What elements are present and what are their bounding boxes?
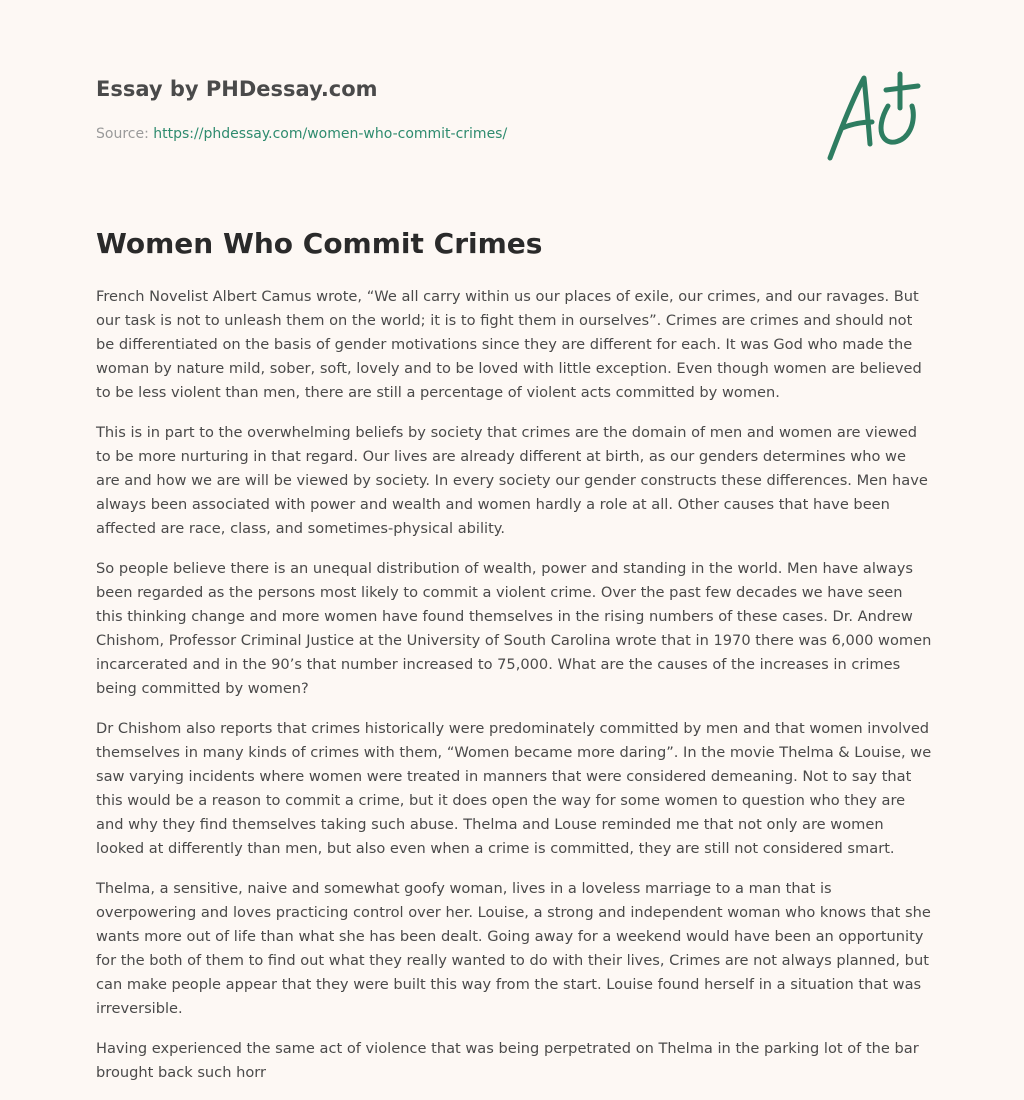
essay-paragraph: French Novelist Albert Camus wrote, “We all carry within us our places of exile, our crimes, and our ravages. But our task is not to unleash them on the world; it is to fight them in ourselves”. Crimes are crimes and should not be differentiated on the basis of gender motivations since they are different for each. It was God who made the woman by nature mild, sober, soft, lovely and to be loved with little exception. Even though women are believed to be less violent than men, there are still a percentage of violent acts committed by women. <box>96 288 922 401</box>
essay-paragraph: Having experienced the same act of violence that was being perpetrated on Thelma in the parking lot of the bar brought back such horr <box>96 1040 919 1081</box>
essay-title: Women Who Commit Crimes <box>96 227 543 260</box>
essay-paragraph: Thelma, a sensitive, naive and somewhat goofy woman, lives in a loveless marriage to a man that is overpowering and loves practicing control over her. Louise, a strong and independent woman who knows that she wants more out of life than what she has been dealt. Going away for a weekend would have been an opportunity for the both of them to find out what they really wanted to do with their lives, Crimes are not always planned, but can make people appear that they were built this way from the start. Louise found herself in a situation that was irreversible. <box>96 880 931 1017</box>
source-link[interactable]: https://phdessay.com/women-who-commit-crimes/ <box>153 126 508 142</box>
source-line <box>96 124 507 144</box>
a-plus-grade-icon <box>820 66 930 166</box>
page-header <box>96 74 928 142</box>
source-label: Source: <box>96 126 154 142</box>
site-title: Essay by PHDessay.com <box>96 77 378 101</box>
essay-paragraph: Dr Chishom also reports that crimes historically were predominately committed by men and that women involved themselves in many kinds of crimes with them, “Women became more daring”. In the movie Thelma & Louise, we saw varying incidents where women were treated in manners that were considered demeaning. Not to say that this would be a reason to commit a crime, but it does open the way for some women to question who they are and why they find themselves taking such abuse. Thelma and Louse reminded me that not only are women looked at differently than men, but also even when a crime is committed, they are still not considered smart. <box>96 720 932 857</box>
essay-paragraph: So people believe there is an unequal distribution of wealth, power and standing in the world. Men have always been regarded as the persons most likely to commit a violent crime. Over the past few decades we have seen this thinking change and more women have found themselves in the rising numbers of these cases. Dr. Andrew Chishom, Professor Criminal Justice at the University of South Carolina wrote that in 1970 there was 6,000 women incarcerated and in the 90’s that number increased to 75,000. What are the causes of the increases in crimes being committed by women? <box>96 560 932 697</box>
essay-paragraph: This is in part to the overwhelming beliefs by society that crimes are the domain of men and women are viewed to be more nurturing in that regard. Our lives are already different at birth, as our genders determines who we are and how we are will be viewed by society. In every society our gender constructs these differences. Men have always been associated with power and wealth and women hardly a role at all. Other causes that have been affected are race, class, and sometimes-physical ability. <box>96 424 928 537</box>
essay-body <box>96 285 932 1100</box>
